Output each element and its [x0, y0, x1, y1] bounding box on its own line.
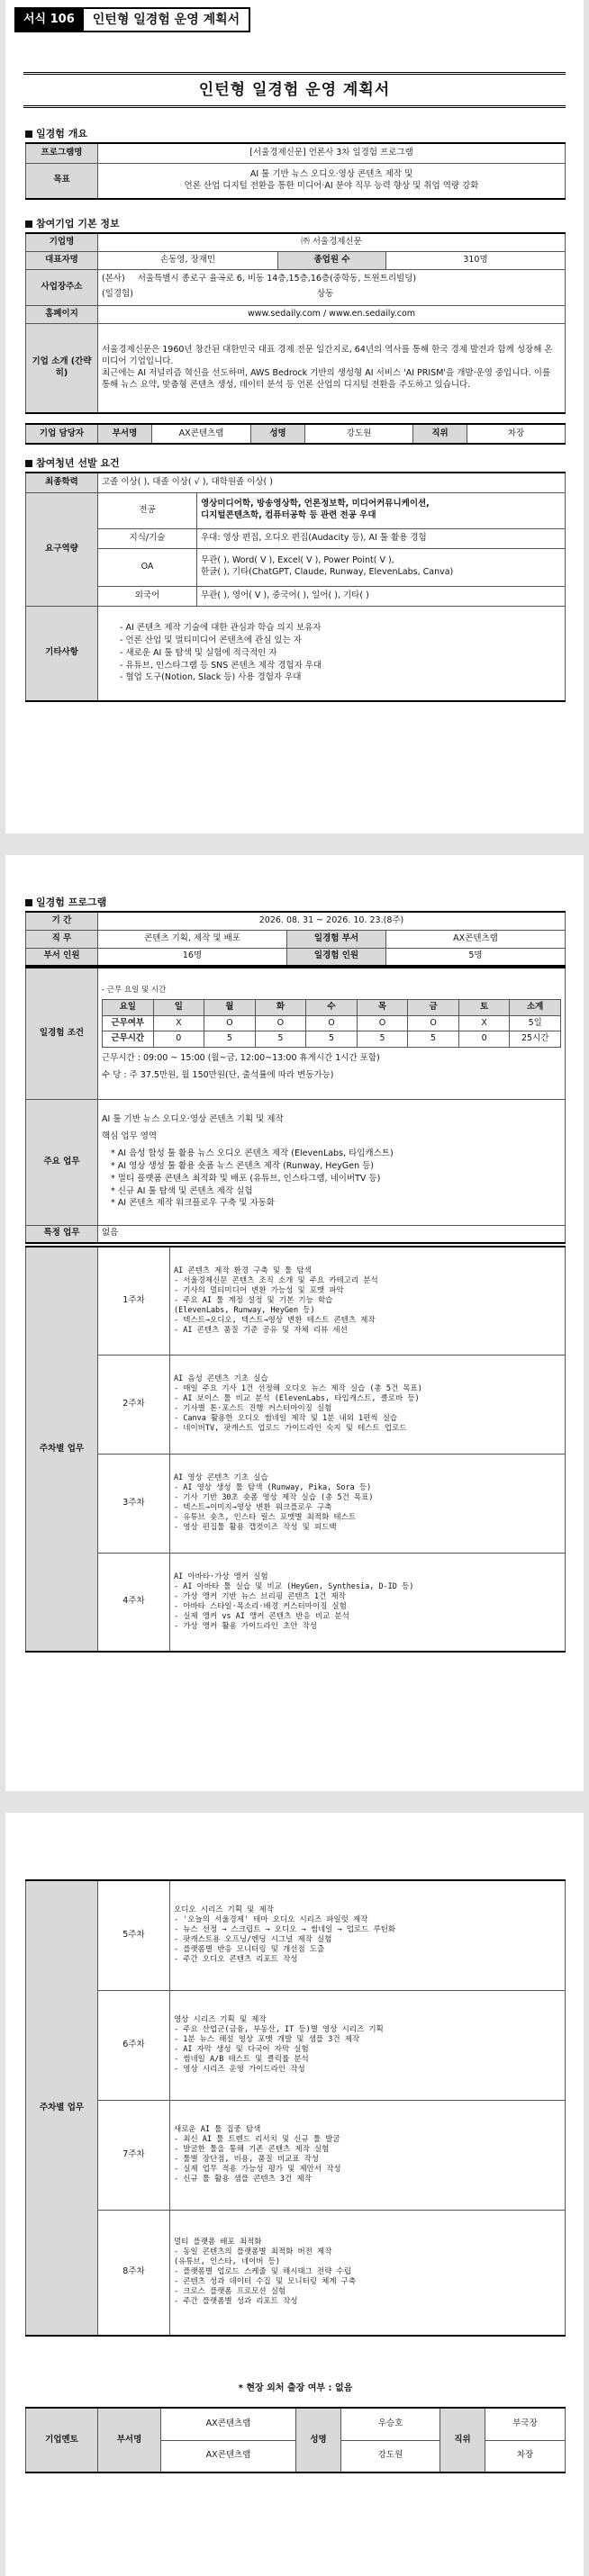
manager-position: 차장 [467, 424, 566, 444]
table-row: 홈페이지 www.sedaily.com / www.en.sedaily.com [26, 305, 566, 323]
list-item: * AI 음성 합성 툴 활용 뉴스 오디오 콘텐츠 제작 (ElevenLabs, 타입캐스트) [111, 1148, 394, 1159]
intern-headcount: 5명 [386, 948, 566, 966]
week-4-tasks: AI 아바타·가상 앵커 실험 - AI 아바타 툴 실습 및 비교 (HeyGen, Synthesia, D-ID 등) - 가상 앵커 기반 뉴스 브리핑 콘텐츠 1건 제작 - 아바타 스타일·목소리·배경 커스터마이징 실험 - 실제 앵커 vs AI 앵커 콘텐츠 반응 비교 분석 - 가상 앵커 활용 가이드라인 초안 작성 [170, 1553, 566, 1652]
table-row: 기업 담당자 부서명 AX콘텐츠랩 성명 강도원 직위 차장 [26, 424, 566, 444]
table-row: 주요 업무 AI 툴 기반 뉴스 오디오·영상 콘텐츠 기획 및 제작 핵심 업무 영역 * AI 음성 합성 툴 활용 뉴스 오디오 콘텐츠 제작 (ElevenLabs, 타입캐스트) * AI 영상 생성 툴 활용 숏폼 뉴스 콘텐츠 제작 (Runway, HeyGen 등) * 멀티 플랫폼 콘텐츠 최적화 및 배포 (유튜브, 인스타그램, 네이버TV 등) * 신규 AI 툴 탐색 및 콘텐츠 제작 실험 * AI 콘텐츠 제작 워크플로우 구축 및 자동화 [26, 1099, 566, 1225]
homepage-link[interactable]: www.sedaily.com / www.en.sedaily.com [98, 305, 566, 323]
square-bullet-icon [25, 899, 32, 906]
page-2 [5, 855, 584, 1791]
table-row: 요구역량 전공 영상미디어학, 방송영상학, 언론정보학, 미디어커뮤니케이션, 디지털콘텐츠학, 컴퓨터공학 등 관련 전공 우대 [26, 492, 566, 528]
list-item: * AI 영상 생성 툴 활용 숏폼 뉴스 콘텐츠 제작 (Runway, HeyGen 등) [111, 1161, 374, 1172]
table-row: 기타사항 - AI 콘텐츠 제작 기술에 대한 관심과 학습 의지 보유자 - 언론 산업 및 멀티미디어 콘텐츠에 관심 있는 자 - 새로운 AI 툴 탐색 및 실험에 적극적인 자 - 유튜브, 인스타그램 등 SNS 콘텐츠 제작 경험자 우대 - 협업 도구(Notion, Slack 등) 사용 경험자 우대 [26, 606, 566, 701]
document-title: 인턴형 일경험 운영 계획서 [23, 72, 566, 108]
table-row: 주차별 업무 5주차 오디오 시리즈 기획 및 제작 - '오늘의 서울경제' 테마 오디오 시리즈 파일럿 제작 - 뉴스 선정 → 스크립트 → 오디오 → 썸네일 → 업로드 루틴화 - 팟캐스트용 오프닝/엔딩 시그널 제작 실험 - 플랫폼별 반응 모니터링 및 개선점 도출 - 주간 오디오 콘텐츠 리포트 작성 [26, 1880, 566, 1990]
section-overview-heading: 일경험 개요 [25, 126, 87, 140]
manager-dept: AX콘텐츠랩 [152, 424, 251, 444]
week-6-tasks: 영상 시리즈 기획 및 제작 - 주요 산업군(금융, 부동산, IT 등)별 영상 시리즈 기획 - 1분 뉴스 해설 영상 포맷 개발 및 샘플 3건 제작 - AI 자막 생성 및 다국어 자막 실험 - 썸네일 A/B 테스트 및 클릭률 분석 - 영상 시리즈 운영 가이드라인 작성 [170, 1990, 566, 2100]
table-row: 주차별 업무 1주차 AI 콘텐츠 제작 환경 구축 및 툴 탐색 - 서울경제신문 콘텐츠 조직 소개 및 주요 카테고리 분석 - 기사의 멀티미디어 변환 가능성 및 포맷 파악 - 주요 AI 툴 계정 설정 및 기본 기능 학습 (ElevenLabs, Runway, HeyGen 등) - 텍스트→오디오, 텍스트→영상 변환 테스트 콘텐츠 제작 - AI 콘텐츠 품질 기준 공유 및 자체 리뷰 세션 [26, 1247, 566, 1355]
overview-table [25, 142, 566, 200]
week-7-tasks: 새로운 AI 툴 집중 탐색 - 최신 AI 툴 트렌드 리서치 및 신규 툴 발굴 - 발굴한 툴을 통해 기존 콘텐츠 제작 실험 - 툴별 장단점, 비용, 품질 비교표 작성 - 실제 업무 적용 가능성 평가 및 제안서 작성 - 신규 툴 활용 샘플 콘텐츠 3건 제작 [170, 2100, 566, 2210]
program-period: 2026. 08. 31 ~ 2026. 10. 23.(8주) [98, 912, 566, 930]
table-row: 직 무 콘텐츠 기획, 제작 및 배포 일경험 부서 AX콘텐츠랩 [26, 930, 566, 948]
work-conditions: - 근무 요일 및 시간 요일 일 월 화 수 목 금 토 소계 근무여부 X O O O O O X 5일 근무시간 0 5 5 5 5 5 0 25시간 근무시간 : 09:00 ~ 15:00 (월~금, 12:00~13:00 휴게시간 1시간 포함) 수 당 : 주 37.5만원, 월 150만원(단, 출석률에 따라 변동가능) [98, 968, 566, 1099]
list-item: - 새로운 AI 툴 탐색 및 실험에 적극적인 자 [120, 647, 277, 658]
program-goal: AI 툴 기반 뉴스 오디오·영상 콘텐츠 제작 및 언론 산업 디지털 전환을 통한 미디어·AI 분야 직무 능력 향상 및 취업 역량 강화 [98, 163, 566, 199]
company-name: ㈜ 서울경제신문 [98, 233, 566, 251]
table-row: 3주차 AI 영상 콘텐츠 기초 실습 - AI 영상 생성 툴 탐색 (Runway, Pika, Sora 등) - 기사 기반 30초 숏폼 영상 제작 실습 (총 5건 목표) - 텍스트→이미지→영상 변환 워크플로우 구축 - 유튜브 숏츠, 인스타 릴스 포맷별 최적화 테스트 - 영상 편집툴 활용 캡컷이즈 작성 및 피드백 [26, 1454, 566, 1553]
schedule-table [102, 999, 561, 1048]
table-row: 6주차 영상 시리즈 기획 및 제작 - 주요 산업군(금융, 부동산, IT 등)별 영상 시리즈 기획 - 1분 뉴스 해설 영상 포맷 개발 및 샘플 3건 제작 - AI 자막 생성 및 다국어 자막 실험 - 썸네일 A/B 테스트 및 클릭률 분석 - 영상 시리즈 운영 가이드라인 작성 [26, 1990, 566, 2100]
table-row: 부서 인원 16명 일경험 인원 5명 [26, 948, 566, 966]
table-row: 기업명 ㈜ 서울경제신문 [26, 233, 566, 251]
list-item: - 협업 도구(Notion, Slack 등) 사용 경험자 우대 [120, 672, 302, 683]
table-row: 특정 업무 없음 [26, 1225, 566, 1243]
table-row: 프로그램명 [서울경제신문] 언론사 3차 일경험 프로그램 [26, 143, 566, 163]
list-item: - 유튜브, 인스타그램 등 SNS 콘텐츠 제작 경험자 우대 [120, 660, 322, 671]
etc-requirements [98, 606, 566, 701]
section-requirements-heading: 참여청년 선발 요건 [25, 455, 120, 470]
table-row: 최종학력 고졸 이상( ), 대졸 이상( √ ), 대학원졸 이상( ) [26, 473, 566, 492]
week-2-tasks: AI 음성 콘텐츠 기초 실습 - 매일 주요 기사 1건 선정해 오디오 뉴스 제작 실습 (총 5건 목표) - AI 보이스 툴 비교 분석 (ElevenLabs, 타입캐스트, 클로바 등) - 기사별 톤·포스트 진행 커스터마이징 실험 - Canva 활용한 오디오 썸네일 제작 및 1분 내외 1편씩 실습 - 네이버TV, 팟캐스트 업로드 가이드라인 숙지 및 테스트 업로드 [170, 1355, 566, 1454]
form-number: 서식 106 [14, 7, 84, 32]
week-8-tasks: 멀티 플랫폼 배포 최적화 - 동일 콘텐츠의 플랫폼별 최적화 버전 제작 (유튜브, 인스타, 네이버 등) - 플랫폼별 업로드 스케줄 및 해시태그 전략 수립 - 콘텐츠 성과 데이터 수집 및 모니터링 체계 구축 - 크로스 플랫폼 프로모션 실험 - 주간 플랫폼별 성과 리포트 작성 [170, 2210, 566, 2336]
table-row: OA 무관( ), Word( V ), Excel( V ), Power Point( V ), 한글( ), 기타(ChatGPT, Claude, Runway, ElevenLabs, Canva) [26, 548, 566, 586]
table-row: 근무여부 X O O O O O X 5일 [103, 1015, 561, 1031]
program-duty: 콘텐츠 기획, 제작 및 배포 [98, 930, 287, 948]
skill-requirement: 우대: 영상 편집, 오디오 편집(Audacity 등), AI 툴 활용 경험 [197, 528, 566, 548]
table-row: AX콘텐츠랩 강도원 차장 [26, 2440, 566, 2472]
section-program-heading: 일경험 프로그램 [25, 895, 106, 909]
language-requirement: 무관( ), 영어( V ), 중국어( ), 일어( ), 기타( ) [197, 586, 566, 606]
section-company-heading: 참여기업 기본 정보 [25, 216, 120, 230]
dept-headcount: 16명 [98, 948, 287, 966]
program-info-table [25, 911, 566, 967]
list-item: - 언론 산업 및 멀티미디어 콘텐츠에 관심 있는 자 [120, 635, 302, 646]
manager-table [25, 423, 566, 445]
work-time: 근무시간 : 09:00 ~ 15:00 (월~금, 12:00~13:00 휴게시간 1시간 포함) [102, 1053, 380, 1064]
table-row: 기 간 2026. 08. 31 ~ 2026. 10. 23.(8주) [26, 912, 566, 930]
program-detail-table [25, 967, 566, 1244]
form-title: 인턴형 일경험 운영 계획서 [84, 7, 250, 32]
week-5-tasks: 오디오 시리즈 기획 및 제작 - '오늘의 서울경제' 테마 오디오 시리즈 파일럿 제작 - 뉴스 선정 → 스크립트 → 오디오 → 썸네일 → 업로드 루틴화 - 팟캐스트용 오프닝/엔딩 시그널 제작 실험 - 플랫폼별 반응 모니터링 및 개선점 도출 - 주간 오디오 콘텐츠 리포트 작성 [170, 1880, 566, 1990]
table-row: 8주차 멀티 플랫폼 배포 최적화 - 동일 콘텐츠의 플랫폼별 최적화 버전 제작 (유튜브, 인스타, 네이버 등) - 플랫폼별 업로드 스케줄 및 해시태그 전략 수립 - 콘텐츠 성과 데이터 수집 및 모니터링 체계 구축 - 크로스 플랫폼 프로모션 실험 - 주간 플랫폼별 성과 리포트 작성 [26, 2210, 566, 2336]
field-trip-note: * 현장 외처 출장 여부 : 없음 [238, 2383, 353, 2393]
education-requirement: 고졸 이상( ), 대졸 이상( √ ), 대학원졸 이상( ) [98, 473, 566, 492]
page-3 [5, 1813, 584, 2576]
page-1 [5, 0, 584, 833]
table-row: 요일 일 월 화 수 목 금 토 소계 [103, 999, 561, 1015]
oa-requirement: 무관( ), Word( V ), Excel( V ), Power Point( V ), 한글( ), 기타(ChatGPT, Claude, Runway, ElevenLabs, Canva) [197, 548, 566, 586]
mentor-table [25, 2407, 566, 2473]
program-name: [서울경제신문] 언론사 3차 일경험 프로그램 [98, 143, 566, 163]
list-item: * 신규 AI 툴 탐색 및 콘텐츠 제작 실험 [111, 1185, 253, 1196]
main-duties: AI 툴 기반 뉴스 오디오·영상 콘텐츠 기획 및 제작 핵심 업무 영역 * AI 음성 합성 툴 활용 뉴스 오디오 콘텐츠 제작 (ElevenLabs, 타입캐스트) * AI 영상 생성 툴 활용 숏폼 뉴스 콘텐츠 제작 (Runway, HeyGen 등) * 멀티 플랫폼 콘텐츠 최적화 및 배포 (유튜브, 인스타그램, 네이버TV 등) * 신규 AI 툴 탐색 및 콘텐츠 제작 실험 * AI 콘텐츠 제작 워크플로우 구축 및 자동화 [98, 1099, 566, 1225]
company-address: (본사) 서울특별시 종로구 율곡로 6, 비동 14층,15층,16층(중학동, 트윈트리빌딩) (일경험) 상동 [98, 269, 566, 305]
manager-name: 강도원 [305, 424, 413, 444]
requirements-table [25, 472, 566, 702]
table-row: 2주차 AI 음성 콘텐츠 기초 실습 - 매일 주요 기사 1건 선정해 오디오 뉴스 제작 실습 (총 5건 목표) - AI 보이스 툴 비교 분석 (ElevenLabs, 타입캐스트, 클로바 등) - 기사별 톤·포스트 진행 커스터마이징 실험 - Canva 활용한 오디오 썸네일 제작 및 1분 내외 1편씩 실습 - 네이버TV, 팟캐스트 업로드 가이드라인 숙지 및 테스트 업로드 [26, 1355, 566, 1454]
table-row: 7주차 새로운 AI 툴 집중 탐색 - 최신 AI 툴 트렌드 리서치 및 신규 툴 발굴 - 발굴한 툴을 통해 기존 콘텐츠 제작 실험 - 툴별 장단점, 비용, 품질 비교표 작성 - 실제 업무 적용 가능성 평가 및 제안서 작성 - 신규 툴 활용 샘플 콘텐츠 3건 제작 [26, 2100, 566, 2210]
week-1-tasks: AI 콘텐츠 제작 환경 구축 및 툴 탐색 - 서울경제신문 콘텐츠 조직 소개 및 주요 카테고리 분석 - 기사의 멀티미디어 변환 가능성 및 포맷 파악 - 주요 AI 툴 계정 설정 및 기본 기능 학습 (ElevenLabs, Runway, HeyGen 등) - 텍스트→오디오, 텍스트→영상 변환 테스트 콘텐츠 제작 - AI 콘텐츠 품질 기준 공유 및 자체 리뷰 세션 [170, 1247, 566, 1355]
company-intro: 서울경제신문은 1960년 창간된 대한민국 대표 경제 전문 일간지로, 64년의 역사를 통해 한국 경제 발전과 함께 성장해 온 미디어 기업입니다. 최근에는 AI 저널리즘 혁신을 선도하며, AWS Bedrock 기반의 생성형 AI 서비스 'AI PRISM'을 개발·운영 중입니다. 이를 통해 뉴스 요약, 맞춤형 콘텐츠 생성, 데이터 분석 등 언론 산업의 디지털 전환을 주도하고 있습니다. [98, 323, 566, 413]
table-row: 사업장주소 (본사) 서울특별시 종로구 율곡로 6, 비동 14층,15층,16층(중학동, 트윈트리빌딩) (일경험) 상동 [26, 269, 566, 305]
ceo-name: 손동영, 장재민 [98, 251, 278, 269]
table-row: 일경험 조건 - 근무 요일 및 시간 요일 일 월 화 수 목 금 토 소계 근무여부 X O O O O O X 5일 근무시간 0 5 5 5 5 5 0 25시간 근무시간 : 09:00 ~ 15:00 (월~금, 12:00~13:00 휴게시간 1시간 포함) 수 당 : 주 37.5만원, 월 150만원(단, 출석률에 따라 변동가능) [26, 968, 566, 1099]
table-row: 대표자명 손동영, 장재민 종업원 수 310명 [26, 251, 566, 269]
week-3-tasks: AI 영상 콘텐츠 기초 실습 - AI 영상 생성 툴 탐색 (Runway, Pika, Sora 등) - 기사 기반 30초 숏폼 영상 제작 실습 (총 5건 목표) - 텍스트→이미지→영상 변환 워크플로우 구축 - 유튜브 숏츠, 인스타 릴스 포맷별 최적화 테스트 - 영상 편집툴 활용 캡컷이즈 작성 및 피드백 [170, 1454, 566, 1553]
square-bullet-icon [25, 221, 32, 228]
special-duty: 없음 [98, 1225, 566, 1243]
list-item: * 멀티 플랫폼 콘텐츠 최적화 및 배포 (유튜브, 인스타그램, 네이버TV 등) [111, 1173, 381, 1184]
table-row: 근무시간 0 5 5 5 5 5 0 25시간 [103, 1031, 561, 1048]
table-row: 지식/기술 우대: 영상 편집, 오디오 편집(Audacity 등), AI 툴 활용 경험 [26, 528, 566, 548]
square-bullet-icon [25, 131, 32, 138]
major-requirement: 영상미디어학, 방송영상학, 언론정보학, 미디어커뮤니케이션, 디지털콘텐츠학, 컴퓨터공학 등 관련 전공 우대 [197, 492, 566, 528]
pay-info: 수 당 : 주 37.5만원, 월 150만원(단, 출석률에 따라 변동가능) [102, 1069, 334, 1080]
program-dept: AX콘텐츠랩 [386, 930, 566, 948]
list-item: - AI 콘텐츠 제작 기술에 대한 관심과 학습 의지 보유자 [120, 623, 322, 634]
employee-count: 310명 [386, 251, 566, 269]
table-row: 외국어 무관( ), 영어( V ), 중국어( ), 일어( ), 기타( ) [26, 586, 566, 606]
weekly-table-2 [25, 1879, 566, 2337]
company-table [25, 232, 566, 414]
form-header [14, 7, 250, 32]
table-row: 목표 AI 툴 기반 뉴스 오디오·영상 콘텐츠 제작 및 언론 산업 디지털 전환을 통한 미디어·AI 분야 직무 능력 향상 및 취업 역량 강화 [26, 163, 566, 199]
weekly-table-1 [25, 1246, 566, 1653]
square-bullet-icon [25, 460, 32, 467]
table-row: 기업멘토 부서명 AX콘텐츠랩 성명 우승호 직위 부국장 [26, 2408, 566, 2440]
table-row: 4주차 AI 아바타·가상 앵커 실험 - AI 아바타 툴 실습 및 비교 (HeyGen, Synthesia, D-ID 등) - 가상 앵커 기반 뉴스 브리핑 콘텐츠 1건 제작 - 아바타 스타일·목소리·배경 커스터마이징 실험 - 실제 앵커 vs AI 앵커 콘텐츠 반응 비교 분석 - 가상 앵커 활용 가이드라인 초안 작성 [26, 1553, 566, 1652]
table-row: 기업 소개 (간략히) 서울경제신문은 1960년 창간된 대한민국 대표 경제 전문 일간지로, 64년의 역사를 통해 한국 경제 발전과 함께 성장해 온 미디어 기업입니다. 최근에는 AI 저널리즘 혁신을 선도하며, AWS Bedrock 기반의 생성형 AI 서비스 'AI PRISM'을 개발·운영 중입니다. 이를 통해 뉴스 요약, 맞춤형 콘텐츠 생성, 데이터 분석 등 언론 산업의 디지털 전환을 주도하고 있습니다. [26, 323, 566, 413]
list-item: * AI 콘텐츠 제작 워크플로우 구축 및 자동화 [111, 1198, 276, 1209]
